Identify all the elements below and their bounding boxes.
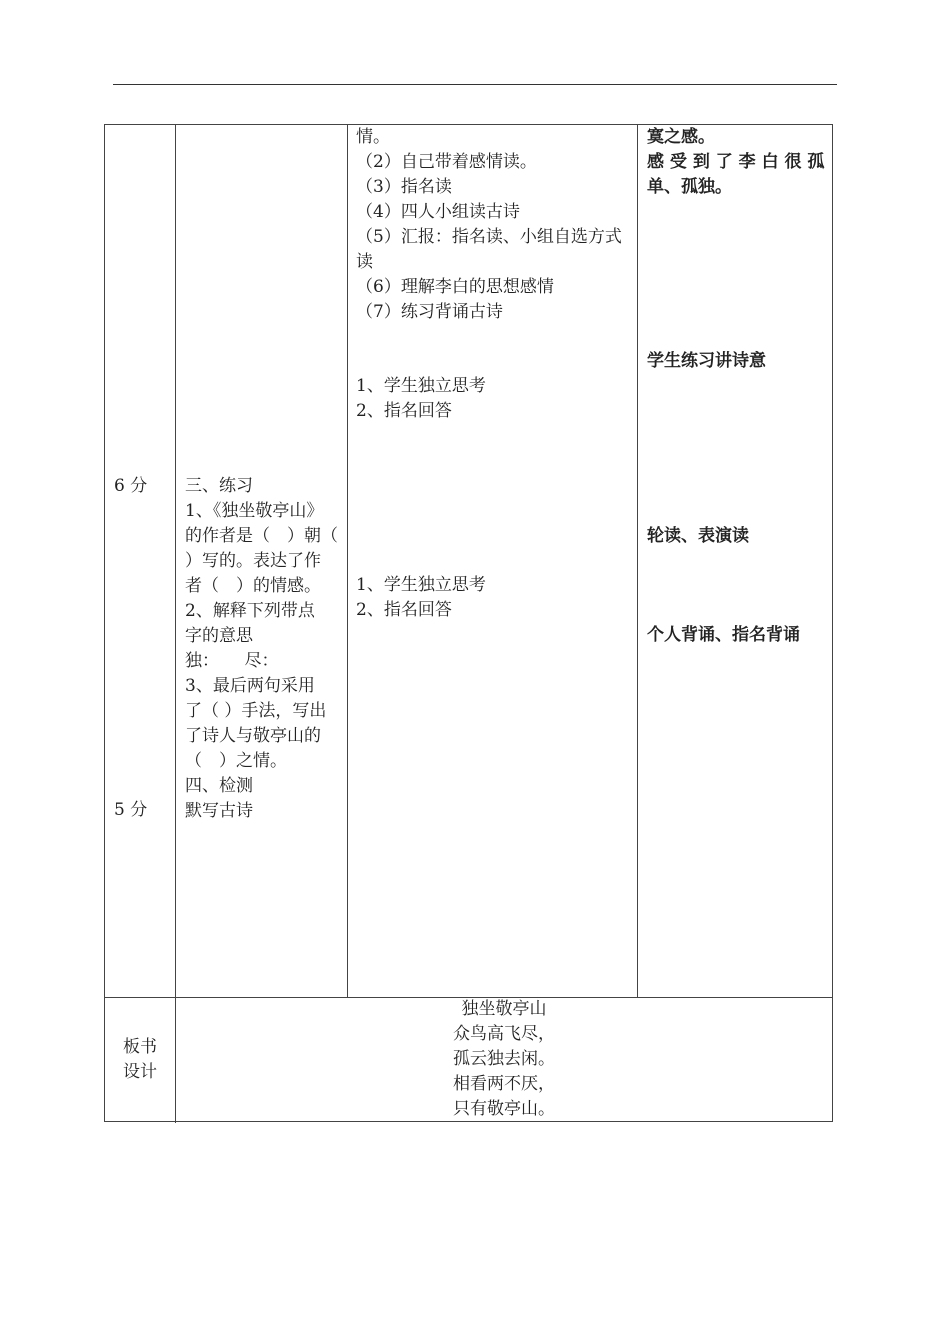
note-line: 感 受 到 了 李 白 很 孤	[647, 152, 825, 172]
lesson-table	[104, 124, 833, 1122]
activity-block-1	[356, 125, 622, 325]
content-line: 1、《独坐敬亭山》	[185, 501, 324, 521]
activity-line: （4）四人小组读古诗	[356, 202, 520, 222]
content-line: 四、检测	[185, 776, 253, 796]
content-line: （ ）之情。	[185, 751, 287, 771]
activity-line: （6）理解李白的思想感情	[356, 277, 554, 297]
poem-title: 独坐敬亭山	[461, 999, 547, 1019]
note-line: 学生练习讲诗意	[647, 351, 766, 371]
content-line: 三、练习	[185, 476, 253, 496]
content-line: ）写的。表达了作	[185, 551, 321, 571]
column-divider-1	[175, 125, 176, 1123]
board-label	[105, 1035, 175, 1085]
content-line: 2、解释下列带点	[185, 601, 315, 621]
content-line: 了诗人与敬亭山的	[185, 726, 321, 746]
column-divider-3	[637, 125, 638, 997]
column-divider-2	[347, 125, 348, 997]
time-practice: 6 分	[114, 476, 148, 496]
activity-line: 2、指名回答	[356, 600, 452, 620]
note-line: 个人背诵、指名背诵	[647, 625, 800, 645]
content-column	[185, 474, 338, 824]
board-poem	[176, 997, 832, 1122]
board-label-line: 板书	[123, 1037, 157, 1057]
content-line: 默写古诗	[185, 801, 253, 821]
board-label-line: 设计	[123, 1062, 157, 1082]
note-line: 轮读、表演读	[647, 526, 749, 546]
time-test: 5 分	[114, 800, 148, 820]
note-line: 寞之感。	[647, 127, 715, 147]
activity-line: （7）练习背诵古诗	[356, 302, 503, 322]
activity-block-3	[356, 573, 486, 623]
activity-line: 1、学生独立思考	[356, 376, 486, 396]
poem-line: 只有敬亭山。	[453, 1099, 555, 1119]
activity-line: 2、指名回答	[356, 401, 452, 421]
activity-line: （2）自己带着感情读。	[356, 152, 537, 172]
activity-line: （5）汇报：指名读、小组自选方式	[356, 227, 622, 247]
activity-block-2	[356, 374, 486, 424]
content-line: 的作者是（ ）朝（	[185, 526, 338, 546]
activity-line: （3）指名读	[356, 177, 452, 197]
content-line: 了（ ）手法，写出	[185, 701, 327, 721]
content-line: 3、最后两句采用	[185, 676, 315, 696]
content-line: 独： 尽：	[185, 651, 279, 671]
activity-line: 情。	[356, 127, 390, 147]
poem-line: 众鸟高飞尽，	[453, 1024, 555, 1044]
activity-line: 读	[356, 252, 373, 272]
poem-line: 相看两不厌，	[453, 1074, 555, 1094]
content-line: 者（ ）的情感。	[185, 576, 321, 596]
poem-line: 孤云独去闲。	[453, 1049, 555, 1069]
header-rule	[113, 84, 837, 85]
note-line: 单、孤独。	[647, 177, 732, 197]
content-line: 字的意思	[185, 626, 253, 646]
activity-line: 1、学生独立思考	[356, 575, 486, 595]
